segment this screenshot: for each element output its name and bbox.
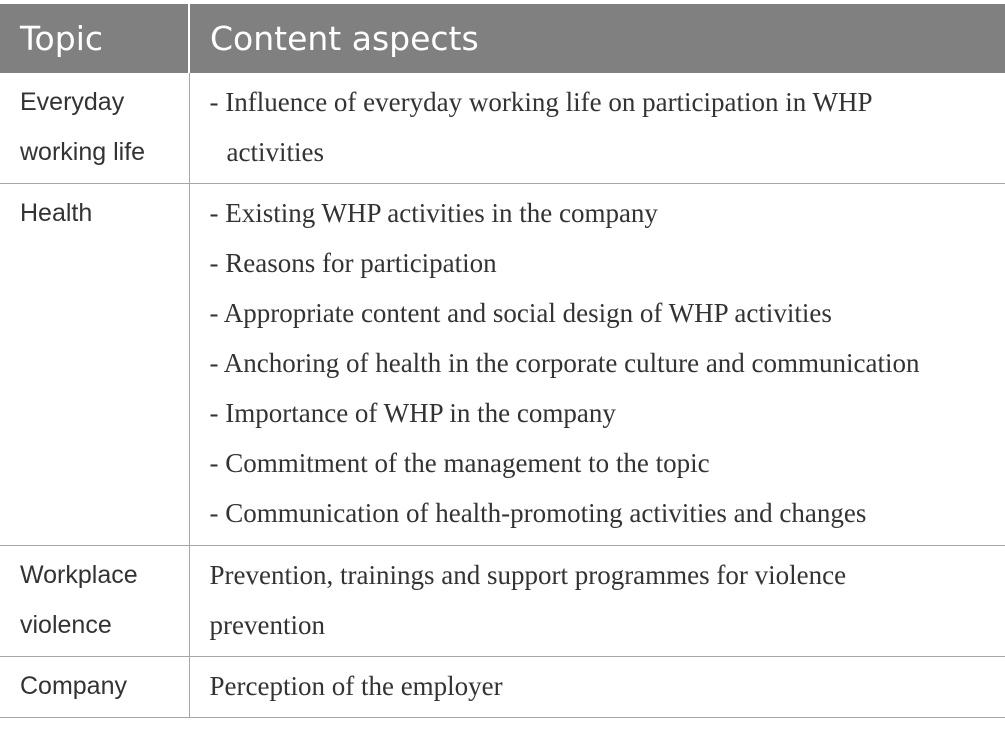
- content-item: - Reasons for participation: [209, 247, 497, 278]
- content-table: [0, 4, 1005, 718]
- content-item: - Importance of WHP in the company: [209, 397, 616, 428]
- topic-cell: [0, 545, 189, 656]
- content-item: - Influence of everyday working life on participation in WHP activities: [209, 87, 872, 167]
- content-item: - Existing WHP activities in the company: [209, 197, 658, 228]
- topic-label: Everyday working life: [20, 88, 146, 166]
- content-cell: [189, 73, 1005, 183]
- content-item: Perception of the employer: [209, 670, 503, 701]
- topic-label: Health: [20, 198, 93, 227]
- header-content-aspects: Content aspects: [189, 4, 1005, 73]
- topic-cell: [0, 656, 189, 717]
- content-item: - Appropriate content and social design of WHP activities: [209, 297, 832, 328]
- table-row: [0, 73, 1005, 183]
- topic-cell: [0, 183, 189, 545]
- table-row: [0, 656, 1005, 717]
- content-item: - Commitment of the management to the topic: [209, 447, 710, 478]
- content-cell: [189, 545, 1005, 656]
- content-cell: [189, 183, 1005, 545]
- table-row: [0, 183, 1005, 545]
- table-row: [0, 545, 1005, 656]
- table-header-row: [0, 4, 1005, 73]
- content-item: - Anchoring of health in the corporate culture and communication: [209, 347, 920, 378]
- topic-label: Company: [20, 671, 127, 700]
- topic-cell: [0, 73, 189, 183]
- header-topic: Topic: [0, 4, 189, 73]
- content-item: - Communication of health-promoting activities and changes: [209, 497, 867, 528]
- content-cell: [189, 656, 1005, 717]
- content-item: Prevention, trainings and support programmes for violence prevention: [209, 559, 847, 640]
- topic-label: Workplace violence: [20, 560, 138, 639]
